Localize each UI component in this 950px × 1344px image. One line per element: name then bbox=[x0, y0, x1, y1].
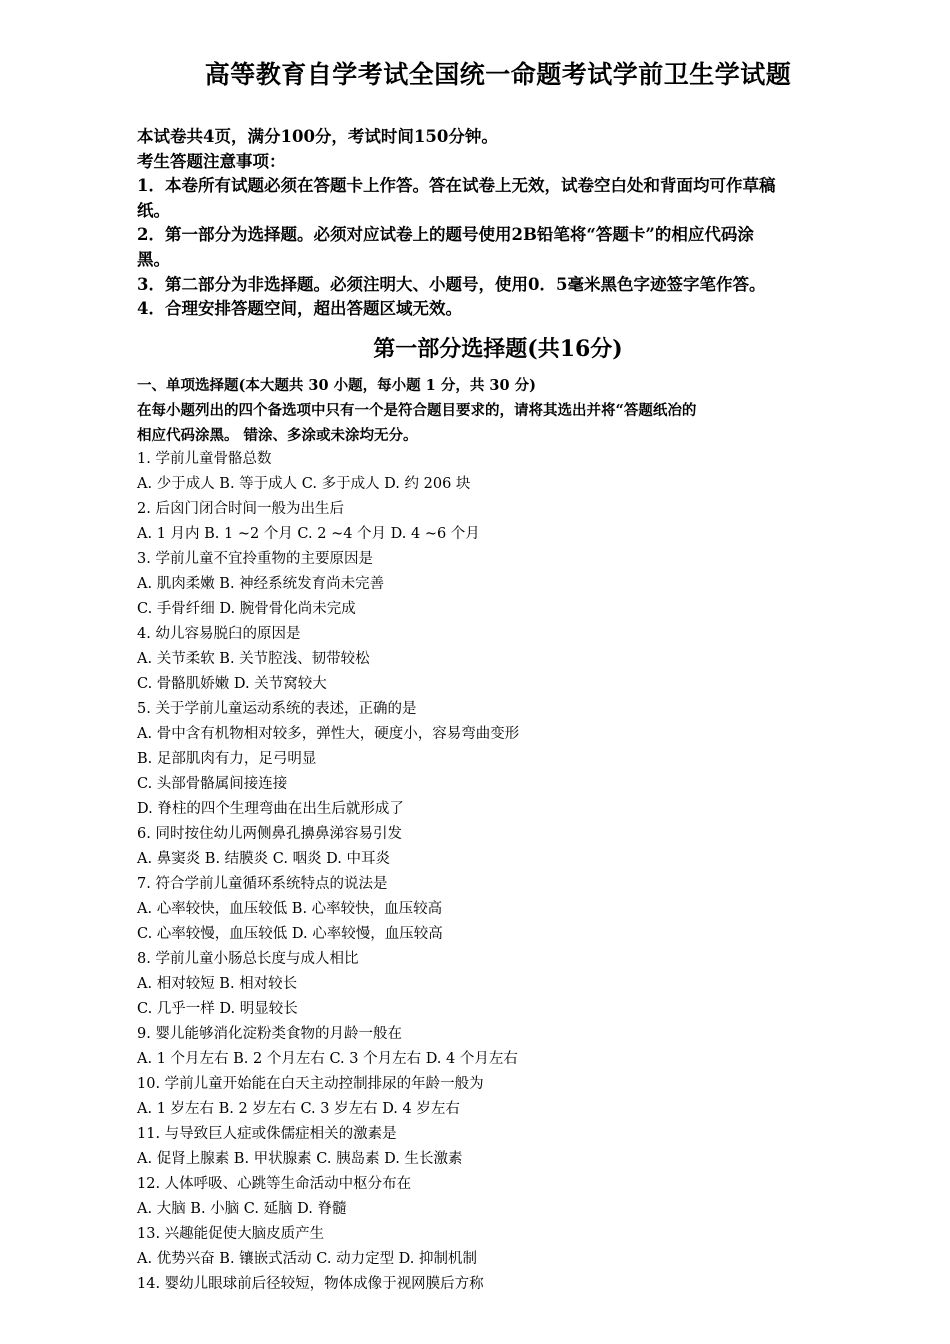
question-line: A. 1 个月左右 B. 2 个月左右 C. 3 个月左右 D. 4 个月左右 bbox=[137, 1051, 518, 1067]
question-line: 12. 人体呼吸、心跳等生命活动中枢分布在 bbox=[137, 1176, 412, 1192]
question-line: 1. 学前儿童骨骼总数 bbox=[137, 451, 272, 467]
notice-item-1: 1．本卷所有试题必须在答题卡上作答。答在试卷上无效，试卷空白处和背面均可作草稿 bbox=[137, 176, 776, 196]
question-line: 11. 与导致巨人症或侏儒症相关的激素是 bbox=[137, 1126, 397, 1142]
notice-summary: 本试卷共4页，满分100分，考试时间150分钟。 bbox=[137, 127, 498, 146]
notice-heading: 考生答题注意事项： bbox=[137, 151, 286, 171]
question-line: 5. 关于学前儿童运动系统的表述，正确的是 bbox=[137, 701, 417, 717]
notice-item-1-cont: 纸。 bbox=[137, 200, 170, 220]
question-line: 10. 学前儿童开始能在白天主动控制排尿的年龄一般为 bbox=[137, 1076, 484, 1092]
section-heading: 一、单项选择题(本大题共 30 小题，每小题 1 分，共 30 分) bbox=[137, 377, 536, 394]
question-line: A. 优势兴奋 B. 镶嵌式活动 C. 动力定型 D. 抑制机制 bbox=[137, 1251, 478, 1267]
notice-item-2-cont: 黑。 bbox=[137, 249, 170, 269]
question-line: A. 1 月内 B. 1 ~2 个月 C. 2 ~4 个月 D. 4 ~6 个月 bbox=[137, 526, 480, 542]
question-line: A. 关节柔软 B. 关节腔浅、韧带较松 bbox=[137, 651, 370, 667]
section-title: 第一部分选择题(共16分) bbox=[373, 336, 623, 362]
question-line: A. 少于成人 B. 等于成人 C. 多于成人 D. 约 206 块 bbox=[137, 476, 471, 492]
exam-notice bbox=[137, 125, 867, 322]
question-line: C. 手骨纤细 D. 腕骨骨化尚未完成 bbox=[137, 601, 356, 617]
question-line: A. 肌肉柔嫩 B. 神经系统发育尚未完善 bbox=[137, 576, 385, 592]
exam-title: 高等教育自学考试全国统一命题考试学前卫生学试题 bbox=[204, 60, 792, 89]
question-line: D. 脊柱的四个生理弯曲在出生后就形成了 bbox=[137, 801, 404, 817]
question-line: 14. 婴幼儿眼球前后径较短，物体成像于视网膜后方称 bbox=[137, 1276, 484, 1292]
notice-item-4: 4．合理安排答题空间，超出答题区域无效。 bbox=[137, 299, 462, 319]
notice-item-3: 3．第二部分为非选择题。必须注明大、小题号，使用0．5毫米黑色字迹签字笔作答。 bbox=[137, 274, 766, 294]
question-line: B. 足部肌肉有力，足弓明显 bbox=[137, 751, 317, 767]
instruction-line-1: 在每小题列出的四个备选项中只有一个是符合题目要求的，请将其选出并将“答题纸冶的 bbox=[137, 402, 697, 419]
question-line: A. 促肾上腺素 B. 甲状腺素 C. 胰岛素 D. 生长激素 bbox=[137, 1151, 463, 1167]
question-line: A. 1 岁左右 B. 2 岁左右 C. 3 岁左右 D. 4 岁左右 bbox=[137, 1101, 460, 1117]
question-line: C. 心率较慢，血压较低 D. 心率较慢，血压较高 bbox=[137, 926, 443, 942]
question-list bbox=[137, 447, 857, 1297]
question-line: 4. 幼儿容易脱臼的原因是 bbox=[137, 626, 301, 642]
question-line: C. 骨骼肌娇嫩 D. 关节窝较大 bbox=[137, 676, 327, 692]
question-line: C. 头部骨骼属间接连接 bbox=[137, 776, 288, 792]
question-line: A. 相对较短 B. 相对较长 bbox=[137, 976, 298, 992]
question-line: 8. 学前儿童小肠总长度与成人相比 bbox=[137, 951, 359, 967]
question-line: A. 心率较快，血压较低 B. 心率较快，血压较高 bbox=[137, 901, 443, 917]
question-line: 9. 婴儿能够消化淀粉类食物的月龄一般在 bbox=[137, 1026, 402, 1042]
question-line: C. 几乎一样 D. 明显较长 bbox=[137, 1001, 298, 1017]
question-line: 3. 学前儿童不宜拎重物的主要原因是 bbox=[137, 551, 373, 567]
question-line: 13. 兴趣能促使大脑皮质产生 bbox=[137, 1226, 325, 1242]
question-line: 2. 后囟门闭合时间一般为出生后 bbox=[137, 501, 344, 517]
question-line: 6. 同时按住幼儿两侧鼻孔擤鼻涕容易引发 bbox=[137, 826, 402, 842]
question-line: A. 鼻窦炎 B. 结膜炎 C. 咽炎 D. 中耳炎 bbox=[137, 851, 391, 867]
question-line: 7. 符合学前儿童循环系统特点的说法是 bbox=[137, 876, 388, 892]
notice-item-2: 2．第一部分为选择题。必须对应试卷上的题号使用2B铅笔将“答题卡”的相应代码涂 bbox=[137, 225, 754, 245]
question-line: A. 大脑 B. 小脑 C. 延脑 D. 脊髓 bbox=[137, 1201, 347, 1217]
question-line: A. 骨中含有机物相对较多，弹性大，硬度小，容易弯曲变形 bbox=[137, 726, 520, 742]
section-instructions bbox=[137, 373, 857, 448]
instruction-line-2: 相应代码涂黑。 错涂、多涂或未涂均无分。 bbox=[137, 427, 418, 444]
